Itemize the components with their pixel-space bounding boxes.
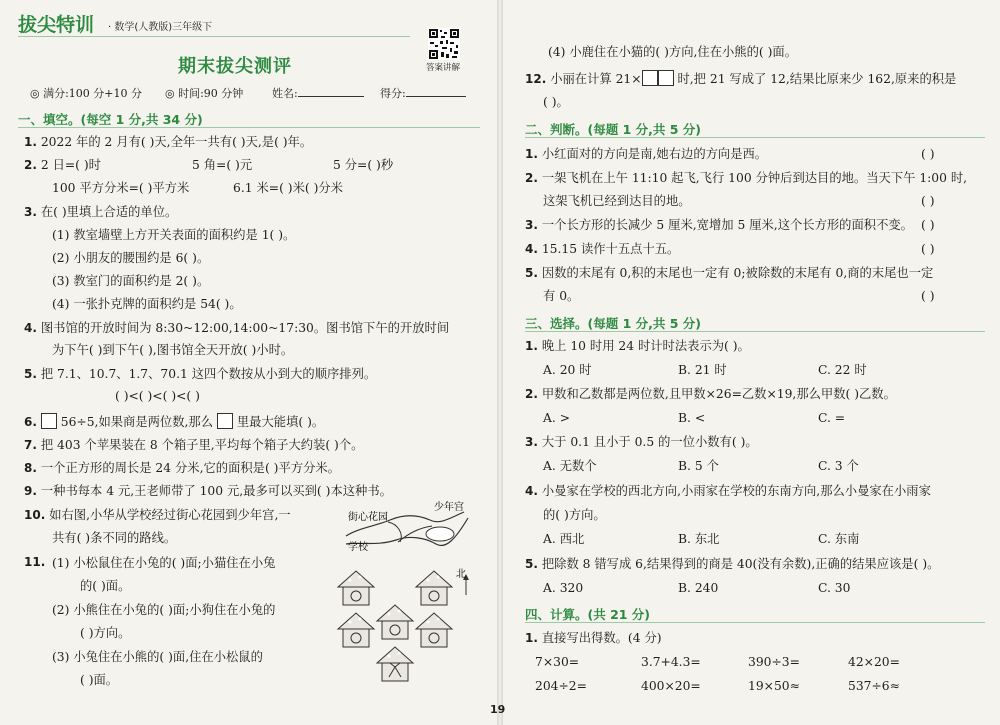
judge-5b: 有 0。	[543, 289, 580, 303]
section-rule	[525, 622, 985, 623]
choice-1-option-c[interactable]: C. 22 时	[818, 363, 867, 377]
compass-north-label: 北	[456, 569, 466, 580]
choice-1: 1. 晚上 10 时用 24 时计时法表示为( )。	[525, 339, 750, 353]
question-2: 2. 2 日=( )时	[24, 158, 101, 172]
blank-box	[41, 413, 57, 429]
calc-item: 400×20=	[641, 679, 701, 693]
map-label-school: 学校	[348, 542, 368, 553]
question-11-number: 11.	[24, 555, 46, 569]
judge-2b: 这架飞机已经到达目的地。	[543, 194, 691, 208]
question-7: 7. 把 403 个苹果装在 8 个箱子里,平均每个箱子大约装( )个。	[24, 438, 364, 452]
question-8: 8. 一个正方形的周长是 24 分米,它的面积是( )平方分米。	[24, 461, 340, 475]
judge-2: 2. 一架飞机在上午 11:10 起飞,飞行 100 分钟后到达目的地。当天下午 1:00 时,	[525, 171, 968, 185]
brand-logo: 拔尖特训	[18, 14, 95, 36]
question-11-1: (1) 小松鼠住在小兔的( )面;小猫住在小兔	[52, 556, 276, 570]
question-11-1b: 的( )面。	[80, 579, 131, 593]
question-4: 4. 图书馆的开放时间为 8:30~12:00,14:00~17:30。图书馆下午的开放时间	[24, 321, 450, 335]
choice-2-option-b[interactable]: B. <	[678, 411, 706, 425]
judge-3: 3. 一个长方形的长减少 5 厘米,宽增加 5 厘米,这个长方形的面积不变。	[525, 218, 913, 232]
page-title: 期末拔尖测评	[178, 56, 292, 77]
question-6: 6. 56÷5,如果商是两位数,那么 里最大能填( )。	[24, 415, 325, 429]
map-label-garden: 街心花园	[348, 512, 388, 523]
time-limit: ◎ 时间:90 分钟	[165, 87, 244, 100]
section-fill-blank: 一、填空。(每空 1 分,共 34 分)	[18, 112, 203, 127]
judge-3-answer[interactable]: ( )	[921, 218, 935, 232]
calc-item: 42×20=	[848, 655, 900, 669]
section-rule	[525, 137, 985, 138]
choice-2: 2. 甲数和乙数都是两位数,且甲数×26=乙数×19,那么甲数( )乙数。	[525, 387, 896, 401]
calc-item: 537÷6≈	[848, 679, 900, 693]
question-9: 9. 一种书每本 4 元,王老师带了 100 元,最多可以买到( )本这种书。	[24, 484, 392, 498]
section-calculation: 四、计算。(共 21 分)	[525, 607, 651, 622]
question-4b: 为下午( )到下午( ),图书馆全天开放( )小时。	[52, 343, 294, 357]
judge-1-answer[interactable]: ( )	[921, 147, 935, 161]
question-12b: ( )。	[543, 95, 569, 109]
choice-2-option-c[interactable]: C. =	[818, 411, 846, 425]
question-3-4: (4) 一张扑克牌的面积约是 54( )。	[52, 297, 242, 311]
choice-3-option-b[interactable]: B. 5 个	[678, 459, 719, 473]
choice-4b: 的( )方向。	[543, 508, 606, 522]
calc-item: 3.7+4.3=	[641, 655, 701, 669]
section-rule	[525, 331, 985, 332]
name-label: 姓名:	[272, 87, 298, 100]
judge-4-answer[interactable]: ( )	[921, 242, 935, 256]
question-3-2: (2) 小朋友的腰围约是 6( )。	[52, 251, 210, 265]
qr-label: 答案讲解	[426, 63, 461, 73]
question-5: 5. 把 7.1、10.7、1.7、70.1 这四个数按从小到大的顺序排列。	[24, 367, 377, 381]
question-2e: 6.1 米=( )米( )分米	[233, 181, 343, 195]
question-10b: 共有( )条不同的路线。	[52, 531, 177, 545]
calc-item: 390÷3=	[748, 655, 800, 669]
question-10: 10. 如右图,小华从学校经过街心花园到少年宫,一	[24, 508, 291, 522]
question-11-2b: ( )方向。	[80, 626, 131, 640]
judge-2-answer[interactable]: ( )	[921, 194, 935, 208]
section-choice: 三、选择。(每题 1 分,共 5 分)	[525, 316, 701, 331]
choice-5-option-b[interactable]: B. 240	[678, 581, 719, 595]
calc-item: 19×50≈	[748, 679, 800, 693]
choice-3: 3. 大于 0.1 且小于 0.5 的一位小数有( )。	[525, 435, 758, 449]
question-3: 3. 在( )里填上合适的单位。	[24, 205, 178, 219]
name-field[interactable]	[272, 85, 364, 101]
calc-item: 7×30=	[535, 655, 580, 669]
question-3-1: (1) 教室墙壁上方开关表面的面积约是 1( )。	[52, 228, 296, 242]
book-subtitle: · 数学(人教版)三年级下	[108, 22, 213, 33]
page-number: 19	[490, 703, 506, 716]
choice-1-option-a[interactable]: A. 20 时	[543, 363, 592, 377]
choice-4-option-b[interactable]: B. 东北	[678, 532, 720, 546]
route-map	[338, 498, 483, 560]
map-label-youth-palace: 少年宫	[434, 502, 464, 513]
question-12: 12. 小丽在计算 21× 时,把 21 写成了 12,结果比原来少 162,原来的积是	[525, 72, 957, 86]
question-2d: 100 平方分米=( )平方米	[52, 181, 190, 195]
choice-2-option-a[interactable]: A. >	[543, 411, 571, 425]
section-true-false: 二、判断。(每题 1 分,共 5 分)	[525, 122, 701, 137]
question-2b: 5 角=( )元	[192, 158, 253, 172]
blank-box	[217, 413, 233, 429]
section-rule	[18, 127, 480, 128]
question-5-order: ( )<( )<( )<( )	[115, 389, 200, 403]
animal-houses-diagram	[330, 565, 480, 687]
full-score: ◎ 满分:100 分+10 分	[30, 87, 143, 100]
judge-5-answer[interactable]: ( )	[921, 289, 935, 303]
header-rule	[18, 36, 410, 37]
choice-1-option-b[interactable]: B. 21 时	[678, 363, 727, 377]
left-page	[0, 0, 497, 725]
choice-4-option-c[interactable]: C. 东南	[818, 532, 860, 546]
question-11-3: (3) 小兔住在小熊的( )面,住在小松鼠的	[52, 650, 263, 664]
choice-5-option-a[interactable]: A. 320	[543, 581, 584, 595]
question-1: 1. 2022 年的 2 月有( )天,全年一共有( )天,是( )年。	[24, 135, 313, 149]
judge-4: 4. 15.15 读作十五点十五。	[525, 242, 680, 256]
question-11-3b: ( )面。	[80, 673, 119, 687]
score-field[interactable]	[380, 85, 466, 101]
question-11-2: (2) 小熊住在小兔的( )面;小狗住在小兔的	[52, 603, 276, 617]
choice-5-option-c[interactable]: C. 30	[818, 581, 851, 595]
choice-4-option-a[interactable]: A. 西北	[543, 532, 585, 546]
choice-3-option-c[interactable]: C. 3 个	[818, 459, 859, 473]
judge-1: 1. 小红面对的方向是南,她右边的方向是西。	[525, 147, 768, 161]
right-page	[503, 0, 1000, 725]
question-2c: 5 分=( )秒	[333, 158, 394, 172]
qr-code-icon[interactable]	[428, 28, 460, 60]
blank-box-ones	[658, 70, 674, 86]
question-11-4: (4) 小鹿住在小猫的( )方向,住在小熊的( )面。	[548, 45, 797, 59]
choice-4: 4. 小曼家在学校的西北方向,小雨家在学校的东南方向,那么小曼家在小雨家	[525, 484, 931, 498]
question-3-3: (3) 教室门的面积约是 2( )。	[52, 274, 210, 288]
judge-5: 5. 因数的末尾有 0,积的末尾也一定有 0;被除数的末尾有 0,商的末尾也一定	[525, 266, 934, 280]
choice-3-option-a[interactable]: A. 无数个	[543, 459, 597, 473]
calc-1: 1. 直接写出得数。(4 分)	[525, 631, 662, 645]
blank-box-tens	[642, 70, 658, 86]
score-label: 得分:	[380, 87, 406, 100]
calc-item: 204÷2=	[535, 679, 587, 693]
choice-5: 5. 把除数 8 错写成 6,结果得到的商是 40(没有余数),正确的结果应该是( )。	[525, 557, 940, 571]
